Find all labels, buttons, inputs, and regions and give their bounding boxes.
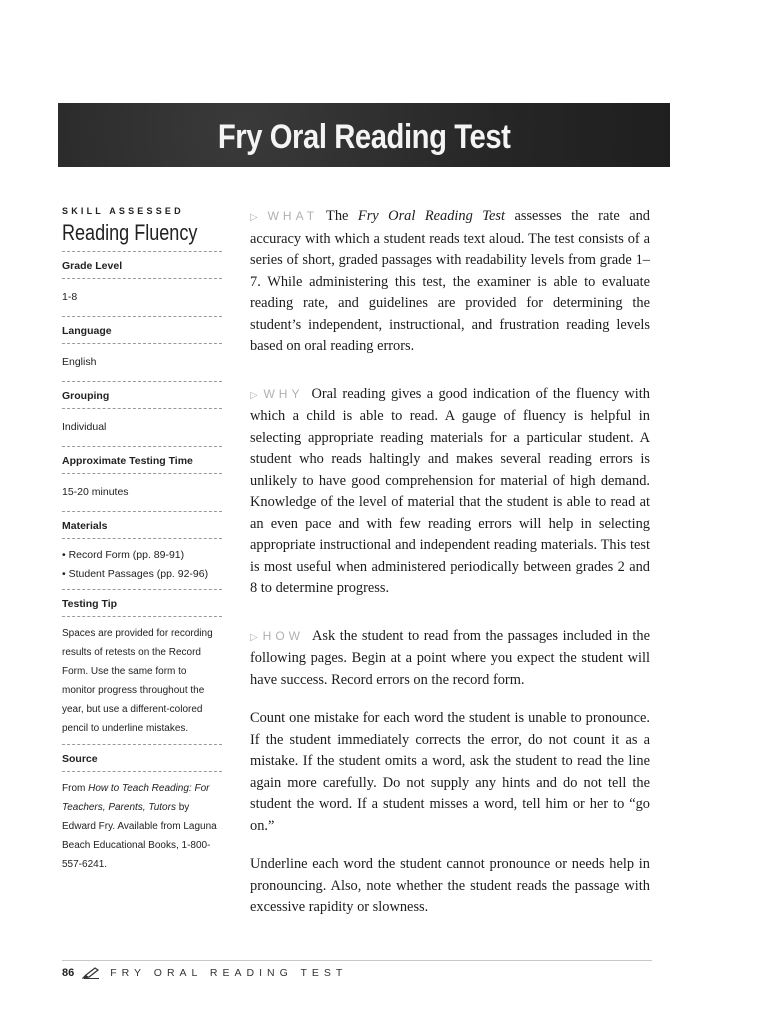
how-label [250,629,304,643]
materials-heading: Materials [62,520,108,532]
list-item: • Record Form (pp. 89-91) [62,549,185,561]
how-text: Ask the student to read from the passages included in the following pages. Begin at a point where you expect the student will have success. Record errors on the record form. [250,627,650,688]
pencil-icon [82,967,100,979]
language-value: English [62,356,97,368]
source-text [62,772,222,880]
skill-kicker: SKILL ASSESSED [62,206,184,216]
what-prefix: The [326,208,358,224]
what-paragraph [250,206,650,358]
what-label [250,209,318,223]
source-heading: Source [62,753,98,765]
running-title: FRY ORAL READING TEST [110,967,348,979]
title-banner [58,103,670,167]
how-paragraph-3: Underline each word the student cannot pronounce or needs help in pronouncing. Also, note whether the student reads the passage with excessive rapidity or slowness. [250,856,650,915]
footer-divider [62,960,652,961]
skill-assessed: Reading Fluency [62,220,198,245]
how-paragraph-2: Count one mistake for each word the student is unable to pronounce. If the student immediately corrects the error, do not count it as a mistake. If the student omits a word, ask the student to read the line again more carefully. Do not supply any hints and do not tell the student the word. If a student misses a word, tell him or her to “go on.” [250,710,650,834]
test-title-italic: Fry Oral Reading Test [357,208,505,224]
page-footer [62,967,652,979]
testing-tip-text: Spaces are provided for recording results of retests on the Record Form. Use the same form to monitor progress throughout the year, but use a different-colored pencil to underline mistakes. [62,628,213,734]
source-book-title: How to Teach Reading: For Teachers, Parents, Tutors [62,783,210,813]
language-heading: Language [62,325,112,337]
source-prefix: From [62,783,89,794]
how-label-text: HOW [262,628,304,643]
what-text: assesses the rate and accuracy with which a student reads text aloud. The test consists of a series of short, graded passages with readability levels from grade 1–7. While administering this test, the examiner is able to evaluate reading rate, and guidelines are provided for determining the student’s independent, instructional, and frustration reading levels based on oral reading errors. [250,208,651,354]
main-content [250,206,650,936]
triangle-icon: ▷ [250,212,264,223]
page-number: 86 [62,967,75,979]
list-item: • Student Passages (pp. 92-96) [62,568,209,580]
why-label-text: WHY [263,386,304,401]
grouping-value: Individual [62,421,107,433]
page-title: Fry Oral Reading Test [217,117,511,156]
sidebar [62,206,222,880]
testing-time-value: 15-20 minutes [62,486,129,498]
grade-level-heading: Grade Level [62,260,123,272]
triangle-icon: ▷ [250,631,259,643]
why-label [250,387,303,401]
testing-time-heading: Approximate Testing Time [62,455,193,467]
grouping-heading: Grouping [62,390,110,402]
why-text: Oral reading gives a good indication of the fluency with which a child is able to read. A gauge of fluency is helpful in selecting appropriate reading materials for a particular student. A student who reads haltingly and makes several reading errors is unlikely to have good comprehension for material of high demand. Knowledge of the level of material that the student is able to read at an even pace and with few reading errors will help in selecting appropriate instructional and independent reading materials. This test is most useful when administered periodically between grades 2 and 8 to determine progress. [250,385,650,596]
testing-tip-heading: Testing Tip [62,598,118,610]
how-paragraph [250,626,650,692]
what-label-text: WHAT [267,209,319,223]
materials-list [62,539,222,589]
grade-level-value: 1-8 [62,291,78,303]
triangle-icon: ▷ [250,389,260,401]
source-suffix: by Edward Fry. Available from Laguna Beach Educational Books, 1-800-557-6241. [62,802,217,870]
why-paragraph [250,384,650,600]
